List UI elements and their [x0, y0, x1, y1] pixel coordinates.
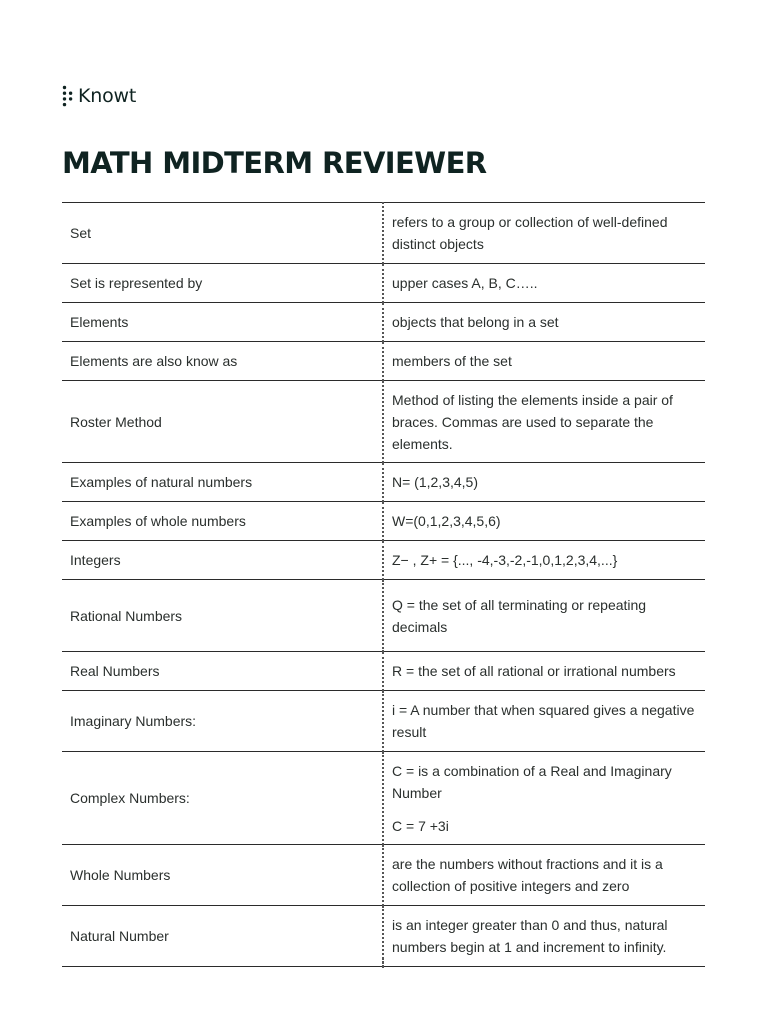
brand-logo[interactable]: [62, 84, 136, 108]
definition-cell: [383, 264, 705, 303]
definition-text: R = the set of all rational or irrational numbers: [392, 663, 676, 679]
term-cell: Set is represented by: [62, 264, 383, 303]
term-cell: Rational Numbers: [62, 580, 383, 652]
table-row: [62, 652, 705, 691]
definition-text: i = A number that when squared gives a negative result: [392, 702, 695, 740]
definition-text: C = is a combination of a Real and Imaginary Number: [392, 762, 672, 801]
term-cell: Examples of whole numbers: [62, 502, 383, 541]
definition-cell: [383, 203, 705, 264]
definition-text: Z− , Z+ = {..., -4,-3,-2,-1,0,1,2,3,4,...}: [392, 552, 618, 568]
definition-text: are the numbers without fractions and it is a collection of positive integers and zero: [392, 856, 663, 894]
knowt-logo-icon: [62, 85, 74, 107]
definition-cell: [383, 691, 705, 752]
term-cell: Elements are also know as: [62, 342, 383, 381]
definition-cell: [383, 652, 705, 691]
term-cell: Complex Numbers:: [62, 752, 383, 845]
term-cell: Integers: [62, 541, 383, 580]
table-row: [62, 752, 705, 845]
term-cell: Examples of natural numbers: [62, 463, 383, 502]
definition-cell: [383, 580, 705, 652]
table-row: [62, 264, 705, 303]
table-row: [62, 463, 705, 502]
definition-text: members of the set: [392, 353, 512, 369]
column-divider-tail: [382, 958, 384, 968]
table-row: [62, 691, 705, 752]
brand-name: Knowt: [78, 85, 137, 107]
definition-text: refers to a group or collection of well-defined distinct objects: [392, 214, 668, 252]
term-cell: Imaginary Numbers:: [62, 691, 383, 752]
term-cell: Set: [62, 203, 383, 264]
definition-cell: [383, 303, 705, 342]
terms-table: [62, 202, 705, 967]
definition-text: W=(0,1,2,3,4,5,6): [392, 513, 501, 529]
definition-cell: [383, 906, 705, 967]
definition-cell: [383, 342, 705, 381]
definition-cell: [383, 463, 705, 502]
terms-table-body: [62, 203, 705, 967]
table-row: [62, 342, 705, 381]
definition-text: Q = the set of all terminating or repeating decimals: [392, 596, 647, 635]
table-row: [62, 303, 705, 342]
definition-cell: [383, 502, 705, 541]
term-cell: Natural Number: [62, 906, 383, 967]
definition-text: objects that belong in a set: [392, 314, 559, 330]
definition-cell: [383, 381, 705, 463]
definition-text: Method of listing the elements inside a pair of braces. Commas are used to separate the elements.: [392, 391, 673, 452]
term-cell: Whole Numbers: [62, 845, 383, 906]
table-row: [62, 541, 705, 580]
table-row: [62, 580, 705, 652]
page-title: MATH MIDTERM REVIEWER: [62, 146, 487, 180]
definition-text: N= (1,2,3,4,5): [392, 474, 478, 490]
term-cell: Elements: [62, 303, 383, 342]
table-row: [62, 845, 705, 906]
definition-text: upper cases A, B, C…..: [392, 275, 538, 291]
table-row: [62, 203, 705, 264]
term-cell: Roster Method: [62, 381, 383, 463]
definition-cell: [383, 752, 705, 845]
table-row: [62, 381, 705, 463]
definition-text: C = 7 +3i: [392, 817, 449, 834]
definition-cell: [383, 541, 705, 580]
term-cell: Real Numbers: [62, 652, 383, 691]
definition-text: is an integer greater than 0 and thus, natural numbers begin at 1 and increment to infinity.: [392, 917, 668, 955]
table-row: [62, 502, 705, 541]
definition-cell: [383, 845, 705, 906]
